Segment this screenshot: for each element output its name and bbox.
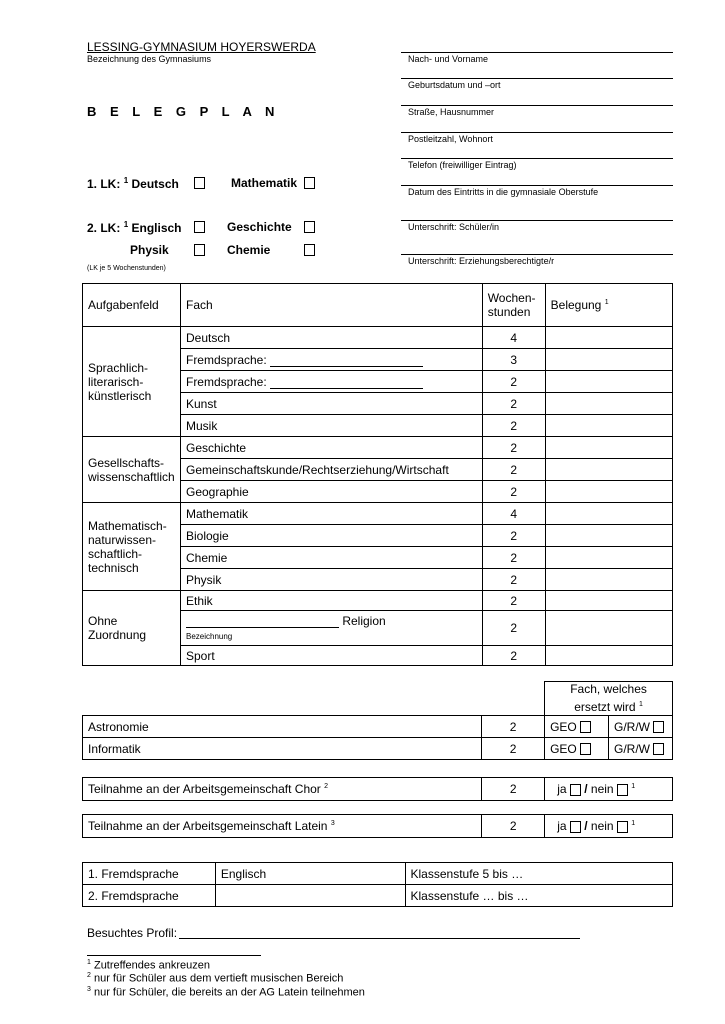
footnote-text: nur für Schüler, die bereits an der AG Latein teilnehmen (93, 986, 365, 999)
subject-cell: Informatik (83, 738, 482, 760)
table-row (83, 503, 673, 525)
option-label: GEO (550, 719, 577, 734)
subject-cell: Mathematik (180, 503, 482, 525)
city-field-line[interactable] (401, 132, 673, 133)
option-cell (545, 716, 609, 738)
hours-cell: 2 (482, 815, 545, 838)
language-blank[interactable] (270, 366, 423, 367)
empty-cell (83, 682, 482, 716)
language-value[interactable] (215, 885, 405, 907)
lk1-label (87, 176, 179, 191)
header-belegung (545, 284, 672, 327)
subject-cell: Ethik (180, 591, 482, 611)
ag-choice-cell (545, 815, 673, 838)
language-blank[interactable] (270, 388, 423, 389)
subject-text: Fremdsprache: (185, 374, 267, 389)
subject-cell: Kunst (180, 393, 482, 415)
replacement-header-line1: Fach, welches (570, 682, 647, 696)
ag-yes-checkbox[interactable] (570, 821, 581, 833)
subject-cell: Physik (180, 569, 482, 591)
lk1-label-text: 1. LK: (87, 177, 121, 191)
replacement-header-row (83, 682, 673, 716)
subject-cell (180, 611, 482, 646)
hours-cell: 2 (482, 611, 545, 646)
hours-cell: 2 (482, 459, 545, 481)
replacement-table (82, 681, 673, 760)
ag-no-label: nein (590, 782, 614, 796)
main-table (82, 283, 673, 666)
belegung-cell[interactable] (545, 503, 672, 525)
lk1-mathematik-checkbox[interactable] (304, 177, 315, 189)
hours-cell: 3 (482, 349, 545, 371)
footnote-divider (87, 955, 261, 956)
subject-cell: Biologie (180, 525, 482, 547)
lk1-option-mathematik: Mathematik (231, 176, 298, 190)
language-label: 2. Fremdsprache (83, 885, 216, 907)
belegung-cell[interactable] (545, 459, 672, 481)
name-field-label: Nach- und Vorname (408, 54, 489, 64)
ag-choice-cell (545, 778, 673, 801)
table-header-row (83, 284, 673, 327)
lk2-englisch-checkbox[interactable] (194, 221, 205, 233)
hours-cell: 2 (482, 371, 545, 393)
language-label: 1. Fremdsprache (83, 863, 216, 885)
ag-label (83, 815, 482, 838)
lk2-option-chemie: Chemie (227, 243, 271, 257)
header-area: Aufgabenfeld (83, 284, 181, 327)
geo-checkbox[interactable] (580, 721, 591, 733)
hours-cell: 2 (482, 393, 545, 415)
subject-text: Fremdsprache: (185, 352, 267, 367)
hours-cell: 4 (482, 327, 545, 349)
hours-cell: 2 (482, 778, 545, 801)
lk2-geschichte-checkbox[interactable] (304, 221, 315, 233)
area-line: literarisch- (88, 374, 144, 389)
ag-label (83, 778, 482, 801)
lk1-option-deutsch: Deutsch (131, 177, 179, 191)
subject-cell: Deutsch (180, 327, 482, 349)
religion-blank[interactable] (186, 627, 339, 628)
profile-input-line[interactable] (179, 938, 580, 939)
city-field-label: Postleitzahl, Wohnort (408, 134, 493, 144)
option-label: GEO (550, 741, 577, 756)
ag-no-label: nein (590, 819, 614, 833)
language-level[interactable]: Klassenstufe … bis … (405, 885, 673, 907)
belegung-cell[interactable] (545, 371, 672, 393)
ag-note-sup: 1 (631, 820, 636, 827)
area-line: Zuordnung (88, 628, 147, 642)
table-row (83, 738, 673, 760)
religion-caption: Bezeichnung (185, 632, 233, 641)
hours-cell: 2 (482, 415, 545, 437)
lk2-physik-checkbox[interactable] (194, 244, 205, 256)
footnote-3 (87, 986, 365, 999)
header-hours-line1: Wochen- (487, 291, 536, 305)
ag-yes-checkbox[interactable] (570, 784, 581, 796)
area-line: künstlerisch (88, 388, 152, 403)
entry-date-field-line[interactable] (401, 185, 673, 186)
table-row (83, 778, 673, 801)
ag-latein-table (82, 814, 673, 838)
hours-cell: 4 (482, 503, 545, 525)
hours-cell: 2 (482, 547, 545, 569)
header-belegung-text: Belegung (550, 298, 602, 312)
area-gesellschaft (83, 437, 181, 503)
option-label: G/R/W (614, 741, 651, 756)
lk2-label (87, 220, 182, 235)
area-ohne-zuordnung (83, 591, 181, 666)
area-line: naturwissen- (88, 532, 157, 547)
grw-checkbox[interactable] (653, 743, 664, 755)
subject-cell (180, 349, 482, 371)
subject-cell: Geschichte (180, 437, 482, 459)
footnote-text: nur für Schüler aus dem vertieft musischen Bereich (93, 972, 344, 985)
ag-no-checkbox[interactable] (617, 821, 628, 833)
belegung-cell[interactable] (545, 591, 672, 611)
subject-cell: Astronomie (83, 716, 482, 738)
street-field-label: Straße, Hausnummer (408, 107, 495, 117)
table-row (83, 863, 673, 885)
header-belegung-sup: 1 (604, 299, 609, 306)
subject-cell: Musik (180, 415, 482, 437)
languages-table (82, 862, 673, 907)
phone-field-label: Telefon (freiwilliger Eintrag) (408, 160, 517, 170)
phone-field-line[interactable] (401, 158, 673, 159)
area-mathematisch (83, 503, 181, 591)
language-value[interactable]: Englisch (215, 863, 405, 885)
replacement-header (545, 682, 673, 716)
hours-cell: 2 (482, 481, 545, 503)
ag-label-text: Teilnahme an der Arbeitsgemeinschaft Latein (88, 819, 328, 833)
lk2-label-text: 2. LK: (87, 221, 121, 235)
empty-cell (482, 682, 545, 716)
header-hours-line2: stunden (487, 305, 531, 319)
hours-cell: 2 (482, 738, 545, 760)
subject-text: Religion (342, 614, 386, 628)
hours-cell: 2 (482, 646, 545, 666)
footnote-num: 1 (87, 959, 91, 966)
subject-cell: Sport (180, 646, 482, 666)
ag-label-sup: 2 (324, 783, 329, 790)
area-line: technisch (88, 560, 139, 575)
ag-no-checkbox[interactable] (617, 784, 628, 796)
page-title: B E L E G P L A N (87, 104, 280, 119)
replacement-header-sup: 1 (638, 701, 643, 708)
lk2-option-englisch: Englisch (131, 221, 182, 235)
entry-date-field-label: Datum des Eintritts in die gymnasiale Oberstufe (408, 187, 599, 197)
belegung-cell[interactable] (545, 611, 672, 646)
belegung-cell[interactable] (545, 415, 672, 437)
ag-label-sup: 3 (330, 820, 335, 827)
table-row (83, 437, 673, 459)
table-row (83, 591, 673, 611)
school-name: LESSING-GYMNASIUM HOYERSWERDA (87, 40, 316, 54)
belegung-cell[interactable] (545, 393, 672, 415)
student-signature-label: Unterschrift: Schüler/in (408, 222, 500, 232)
belegung-cell[interactable] (545, 646, 672, 666)
lk-hours-note: (LK je 5 Wochenstunden) (87, 265, 166, 272)
area-line: Gesellschafts- (88, 455, 165, 470)
lk2-option-geschichte: Geschichte (227, 220, 292, 234)
hours-cell: 2 (482, 437, 545, 459)
area-line: schaftlich- (88, 546, 143, 561)
subject-cell: Gemeinschaftskunde/Rechtserziehung/Wirtschaft (180, 459, 482, 481)
option-label: G/R/W (614, 719, 651, 734)
footnote-text: Zutreffendes ankreuzen (93, 959, 210, 972)
subject-cell: Chemie (180, 547, 482, 569)
lk1-deutsch-checkbox[interactable] (194, 177, 205, 189)
birth-field-label: Geburtsdatum und –ort (408, 80, 501, 90)
lk1-footnote-ref: 1 (123, 176, 129, 185)
option-cell (545, 738, 609, 760)
footnote-num: 3 (87, 986, 91, 993)
hours-cell: 2 (482, 716, 545, 738)
language-level[interactable]: Klassenstufe 5 bis … (405, 863, 673, 885)
school-caption: Bezeichnung des Gymnasiums (87, 54, 212, 64)
lk2-chemie-checkbox[interactable] (304, 244, 315, 256)
belegung-cell[interactable] (545, 327, 672, 349)
parent-signature-label: Unterschrift: Erziehungsberechtigte/r (408, 256, 555, 266)
header-subject: Fach (180, 284, 482, 327)
lk2-footnote-ref: 1 (123, 220, 129, 229)
hours-cell: 2 (482, 525, 545, 547)
option-cell (609, 716, 673, 738)
ag-yes-label: ja (557, 819, 567, 833)
ag-note-sup: 1 (631, 783, 636, 790)
area-line: Sprachlich- (88, 360, 149, 375)
hours-cell: 2 (482, 569, 545, 591)
parent-signature-line[interactable] (401, 254, 673, 255)
footnote-num: 2 (87, 972, 91, 979)
lk2-option-physik: Physik (130, 243, 169, 257)
ag-separator: / (584, 782, 588, 796)
table-row (83, 327, 673, 349)
street-field-line[interactable] (401, 105, 673, 106)
footnote-2 (87, 972, 343, 985)
ag-chor-table (82, 777, 673, 801)
belegung-cell[interactable] (545, 437, 672, 459)
profile-label: Besuchtes Profil: (87, 926, 178, 940)
ag-label-text: Teilnahme an der Arbeitsgemeinschaft Chor (88, 782, 321, 796)
ag-yes-label: ja (557, 782, 567, 796)
subject-cell: Geographie (180, 481, 482, 503)
hours-cell: 2 (482, 591, 545, 611)
ag-separator: / (584, 819, 588, 833)
table-row (83, 815, 673, 838)
table-row (83, 716, 673, 738)
belegung-cell[interactable] (545, 349, 672, 371)
belegung-cell[interactable] (545, 569, 672, 591)
header-hours (482, 284, 545, 327)
area-sprachlich (83, 327, 181, 437)
belegung-cell[interactable] (545, 547, 672, 569)
area-line: Ohne (88, 614, 118, 628)
area-line: Mathematisch- (88, 518, 167, 533)
birth-field-line[interactable] (401, 78, 673, 79)
area-line: wissenschaftlich (88, 469, 175, 484)
table-row (83, 885, 673, 907)
student-signature-line[interactable] (401, 220, 673, 221)
belegung-cell[interactable] (545, 481, 672, 503)
belegung-cell[interactable] (545, 525, 672, 547)
replacement-header-line2: ersetzt wird (574, 700, 636, 714)
option-cell (609, 738, 673, 760)
footnote-1 (87, 959, 210, 972)
grw-checkbox[interactable] (653, 721, 664, 733)
name-field-line[interactable] (401, 52, 673, 53)
geo-checkbox[interactable] (580, 743, 591, 755)
subject-cell (180, 371, 482, 393)
